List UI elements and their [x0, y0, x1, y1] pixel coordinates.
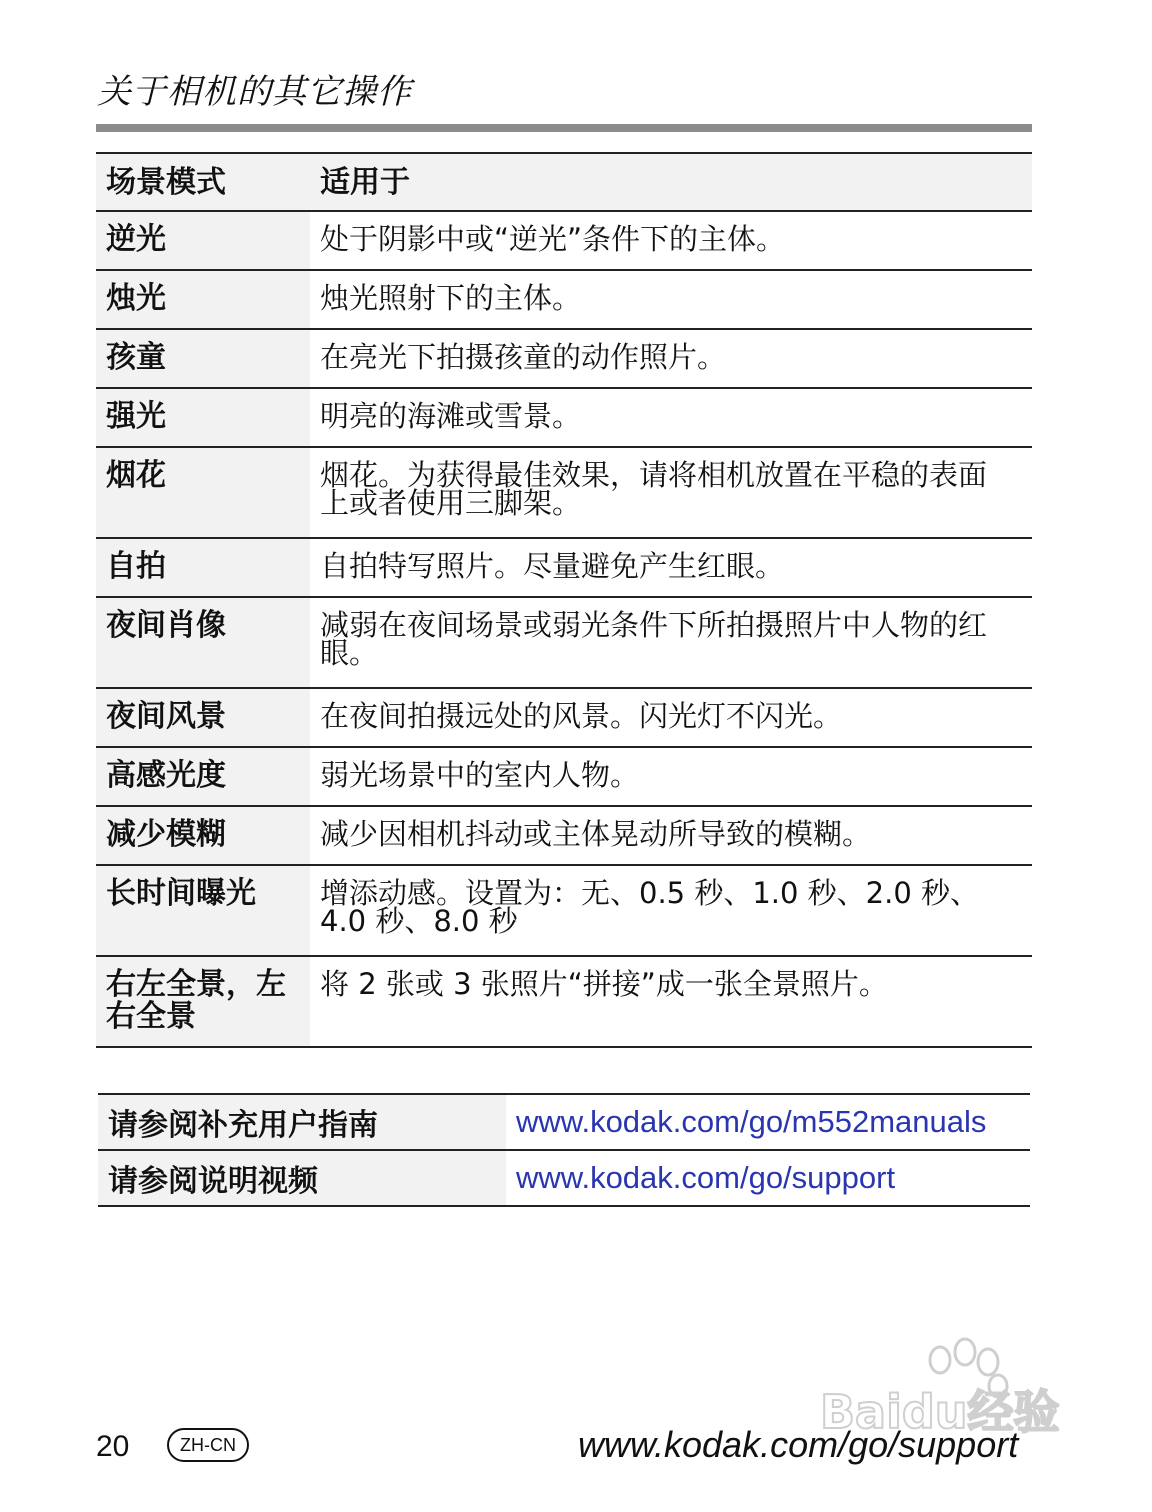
scene-mode-name: 长时间曝光 [96, 865, 310, 956]
language-badge: ZH-CN [167, 1428, 249, 1462]
reference-label-videos: 请参阅说明视频 [98, 1150, 506, 1206]
scene-mode-description: 减少因相机抖动或主体晃动所导致的模糊。 [310, 806, 1032, 865]
table-row [96, 688, 1032, 747]
scene-mode-description: 减弱在夜间场景或弱光条件下所拍摄照片中人物的红眼。 [310, 597, 1032, 688]
column-header-mode: 场景模式 [96, 153, 310, 211]
scene-mode-name: 孩童 [96, 329, 310, 388]
table-header-row [96, 153, 1032, 211]
scene-mode-description: 弱光场景中的室内人物。 [310, 747, 1032, 806]
table-row [96, 747, 1032, 806]
scene-mode-table [96, 152, 1032, 1048]
scene-mode-name: 减少模糊 [96, 806, 310, 865]
reference-row [98, 1150, 1030, 1206]
reference-label-manuals: 请参阅补充用户指南 [98, 1094, 506, 1150]
scene-mode-description: 烛光照射下的主体。 [310, 270, 1032, 329]
scene-mode-name: 高感光度 [96, 747, 310, 806]
title-divider [96, 124, 1032, 132]
table-row [96, 538, 1032, 597]
scene-mode-name: 右左全景，左右全景 [96, 956, 310, 1047]
table-row [96, 806, 1032, 865]
table-row [96, 211, 1032, 270]
column-header-usage: 适用于 [310, 153, 1032, 211]
scene-mode-description: 自拍特写照片。尽量避免产生红眼。 [310, 538, 1032, 597]
scene-mode-description: 增添动感。设置为：无、0.5 秒、1.0 秒、2.0 秒、4.0 秒、8.0 秒 [310, 865, 1032, 956]
scene-mode-name: 烛光 [96, 270, 310, 329]
support-link[interactable]: www.kodak.com/go/support [516, 1160, 896, 1195]
scene-mode-name: 夜间肖像 [96, 597, 310, 688]
scene-mode-description: 烟花。为获得最佳效果，请将相机放置在平稳的表面上或者使用三脚架。 [310, 447, 1032, 538]
table-row [96, 388, 1032, 447]
scene-mode-description: 处于阴影中或“逆光”条件下的主体。 [310, 211, 1032, 270]
table-row [96, 956, 1032, 1047]
table-row [96, 329, 1032, 388]
table-row [96, 447, 1032, 538]
reference-link-cell [506, 1094, 1030, 1150]
reference-links-table [98, 1093, 1030, 1207]
table-row [96, 270, 1032, 329]
footer-url: www.kodak.com/go/support [578, 1424, 1019, 1465]
scene-mode-name: 强光 [96, 388, 310, 447]
reference-link-cell [506, 1150, 1030, 1206]
scene-mode-name: 逆光 [96, 211, 310, 270]
scene-mode-description: 在亮光下拍摄孩童的动作照片。 [310, 329, 1032, 388]
table-row [96, 865, 1032, 956]
scene-mode-name: 夜间风景 [96, 688, 310, 747]
manuals-link[interactable]: www.kodak.com/go/m552manuals [516, 1104, 987, 1139]
page-number: 20 [96, 1430, 130, 1463]
scene-mode-name: 自拍 [96, 538, 310, 597]
section-title: 关于相机的其它操作 [97, 72, 412, 112]
scene-mode-description: 在夜间拍摄远处的风景。闪光灯不闪光。 [310, 688, 1032, 747]
watermark-text: Baidu经验 [820, 1385, 1060, 1439]
scene-mode-description: 明亮的海滩或雪景。 [310, 388, 1032, 447]
table-row [96, 597, 1032, 688]
scene-mode-name: 烟花 [96, 447, 310, 538]
scene-mode-description: 将 2 张或 3 张照片“拼接”成一张全景照片。 [310, 956, 1032, 1047]
reference-row [98, 1094, 1030, 1150]
